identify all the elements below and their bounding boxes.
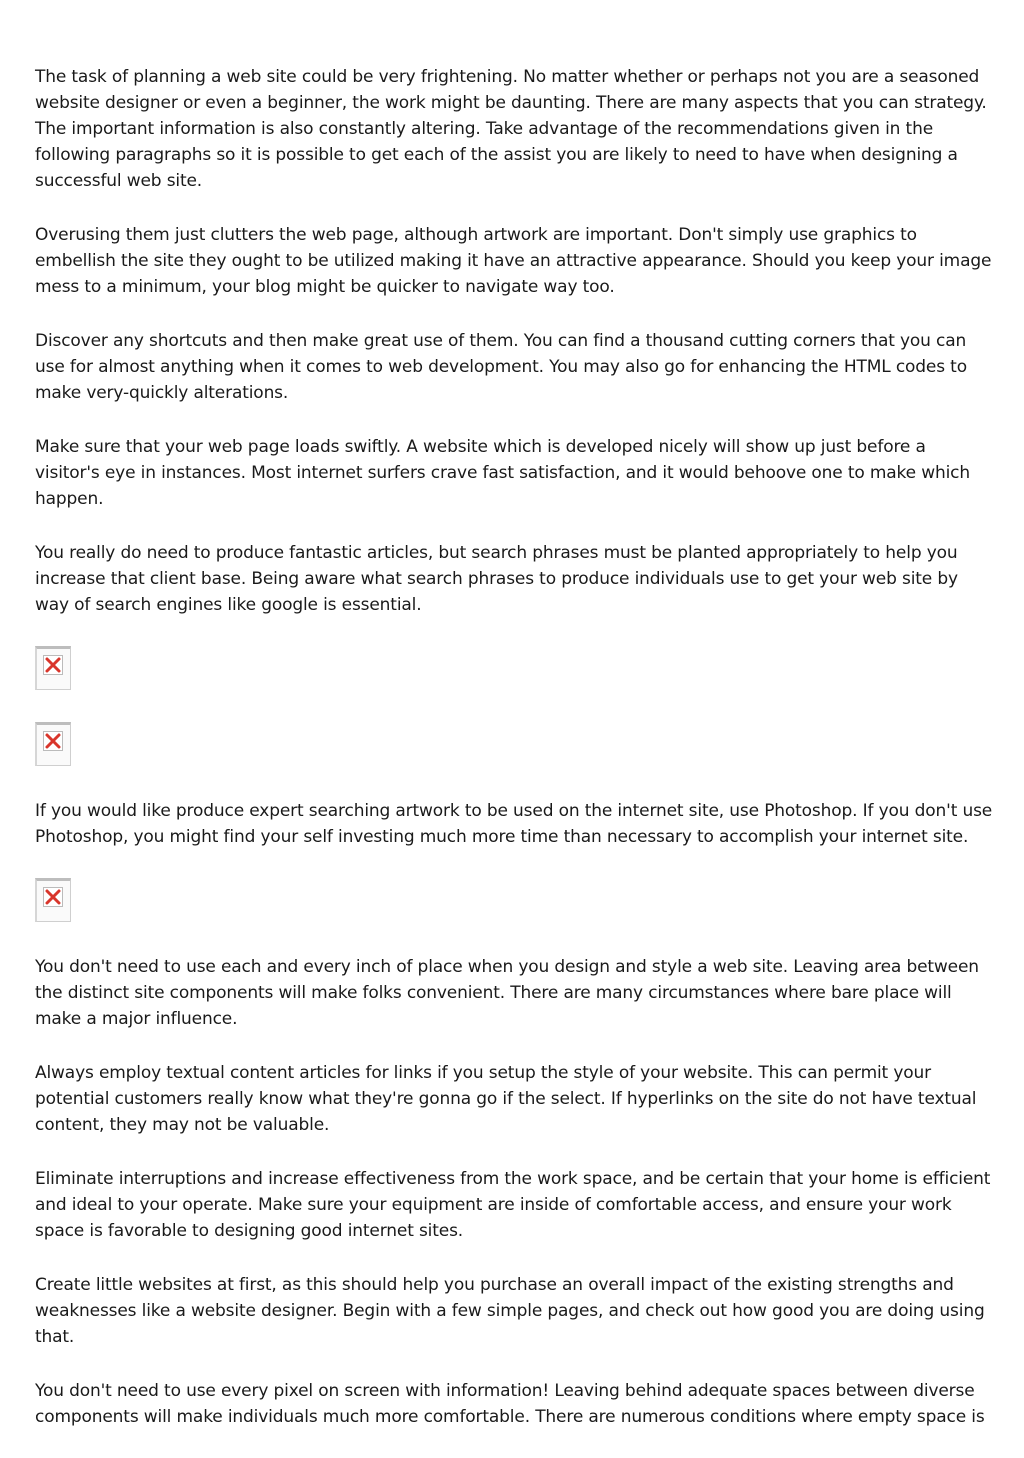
- paragraph-8: Always employ textual content articles for links if you setup the style of your website. This can permit your potential customers really know what they're gonna go if the select. If hyperlinks on the site do not have textual content, they may not be valuable.: [35, 1063, 977, 1135]
- broken-image-icon: [35, 722, 71, 766]
- paragraph-10: Create little websites at first, as this should help you purchase an overall impact of the existing strengths and weaknesses like a website designer. Begin with a few simple pages, and check out how good you are doing using that.: [35, 1275, 985, 1347]
- paragraph-6: If you would like produce expert searching artwork to be used on the internet site, use Photoshop. If you don't use Photoshop, you might find your self investing much more time than necessary to accomplish your internet site.: [35, 801, 993, 847]
- paragraph-3: Discover any shortcuts and then make great use of them. You can find a thousand cutting corners that you can use for almost anything when it comes to web development. You may also go for enhancing the HTML codes to make very-quickly alterations.: [35, 331, 967, 403]
- broken-image-icon: [35, 878, 71, 922]
- paragraph-7: You don't need to use each and every inch of place when you design and style a web site. Leaving area between the distinct site components will make folks convenient. There are many circumstances where bare place will make a major influence.: [35, 957, 979, 1029]
- paragraph-2: Overusing them just clutters the web page, although artwork are important. Don't simply use graphics to embellish the site they ought to be utilized making it have an attractive appearance. Should you keep your image mess to a minimum, your blog might be quicker to navigate way too.: [35, 225, 992, 297]
- broken-image-icon: [35, 646, 71, 690]
- paragraph-4: Make sure that your web page loads swiftly. A website which is developed nicely will show up just before a visitor's eye in instances. Most internet surfers crave fast satisfaction, and it would behoove one to make which happen.: [35, 437, 970, 509]
- paragraph-11: You don't need to use every pixel on screen with information! Leaving behind adequate spaces between diverse components will make individuals much more comfortable. There are numerous conditions where empty space is: [35, 1381, 985, 1427]
- paragraph-9: Eliminate interruptions and increase effectiveness from the work space, and be certain that your home is efficient and ideal to your operate. Make sure your equipment are inside of comfortable access, and ensure your work space is favorable to designing good internet sites.: [35, 1169, 991, 1241]
- article-body: [35, 64, 995, 1458]
- paragraph-1: The task of planning a web site could be very frightening. No matter whether or perhaps not you are a seasoned website designer or even a beginner, the work might be daunting. There are many aspects that you can strategy. The important information is also constantly altering. Take advantage of the recommendations given in the following paragraphs so it is possible to get each of the assist you are likely to need to have when designing a successful web site.: [35, 67, 987, 191]
- paragraph-5: You really do need to produce fantastic articles, but search phrases must be planted appropriately to help you increase that client base. Being aware what search phrases to produce individuals use to get your web site by way of search engines like google is essential.: [35, 543, 958, 615]
